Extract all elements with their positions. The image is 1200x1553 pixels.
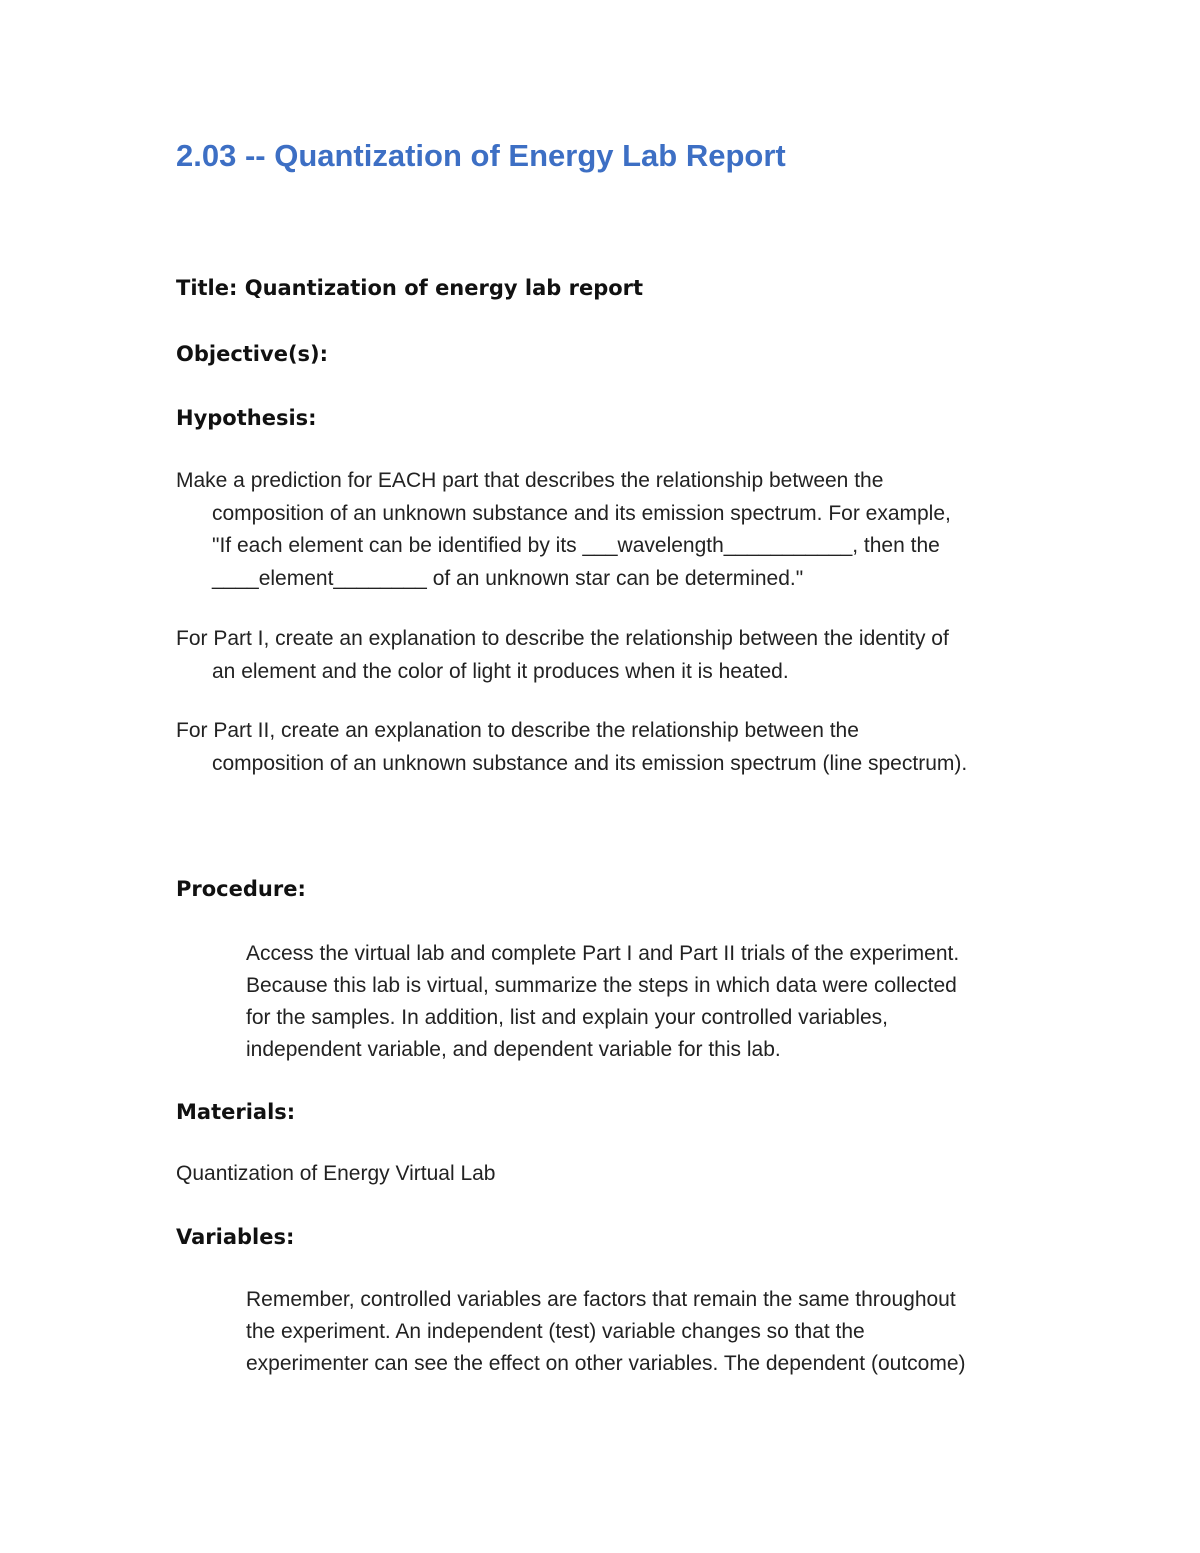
text-line: "If each element can be identified by its ___wavelength___________, then the — [212, 534, 940, 557]
text-line: experimenter can see the effect on other variables. The dependent (outcome) — [246, 1352, 966, 1375]
hypothesis-paragraph-2 — [176, 623, 1112, 688]
text-line: an element and the color of light it produces when it is heated. — [212, 659, 789, 683]
text-line: independent variable, and dependent variable for this lab. — [246, 1038, 781, 1061]
hypothesis-heading: Hypothesis: — [176, 406, 317, 430]
text-line: For Part II, create an explanation to describe the relationship between the — [176, 719, 859, 742]
procedure-text — [246, 938, 1086, 1066]
text-line: for the samples. In addition, list and explain your controlled variables, — [246, 1006, 889, 1029]
text-line: Access the virtual lab and complete Part I and Part II trials of the experiment. — [246, 942, 960, 965]
materials-heading: Materials: — [176, 1100, 296, 1124]
text-line: composition of an unknown substance and its emission spectrum (line spectrum). — [212, 751, 968, 775]
document-title: 2.03 -- Quantization of Energy Lab Report — [176, 138, 786, 173]
text-line: the experiment. An independent (test) variable changes so that the — [246, 1320, 865, 1343]
text-line: Remember, controlled variables are factors that remain the same throughout — [246, 1288, 956, 1311]
variables-heading: Variables: — [176, 1225, 295, 1249]
text-line: ____element________ of an unknown star can be determined." — [212, 566, 804, 590]
text-line: composition of an unknown substance and its emission spectrum. For example, — [212, 501, 951, 525]
objectives-heading: Objective(s): — [176, 342, 329, 366]
hypothesis-paragraph-3 — [176, 715, 1112, 780]
procedure-heading: Procedure: — [176, 877, 306, 901]
text-line: For Part I, create an explanation to describe the relationship between the identity of — [176, 627, 949, 650]
text-line: Because this lab is virtual, summarize the steps in which data were collected — [246, 974, 957, 997]
report-title-label: Title: Quantization of energy lab report — [176, 276, 644, 300]
variables-text — [246, 1284, 1086, 1380]
materials-text: Quantization of Energy Virtual Lab — [176, 1162, 496, 1185]
hypothesis-paragraph-1 — [176, 465, 1112, 595]
text-line: Make a prediction for EACH part that describes the relationship between the — [176, 469, 884, 492]
